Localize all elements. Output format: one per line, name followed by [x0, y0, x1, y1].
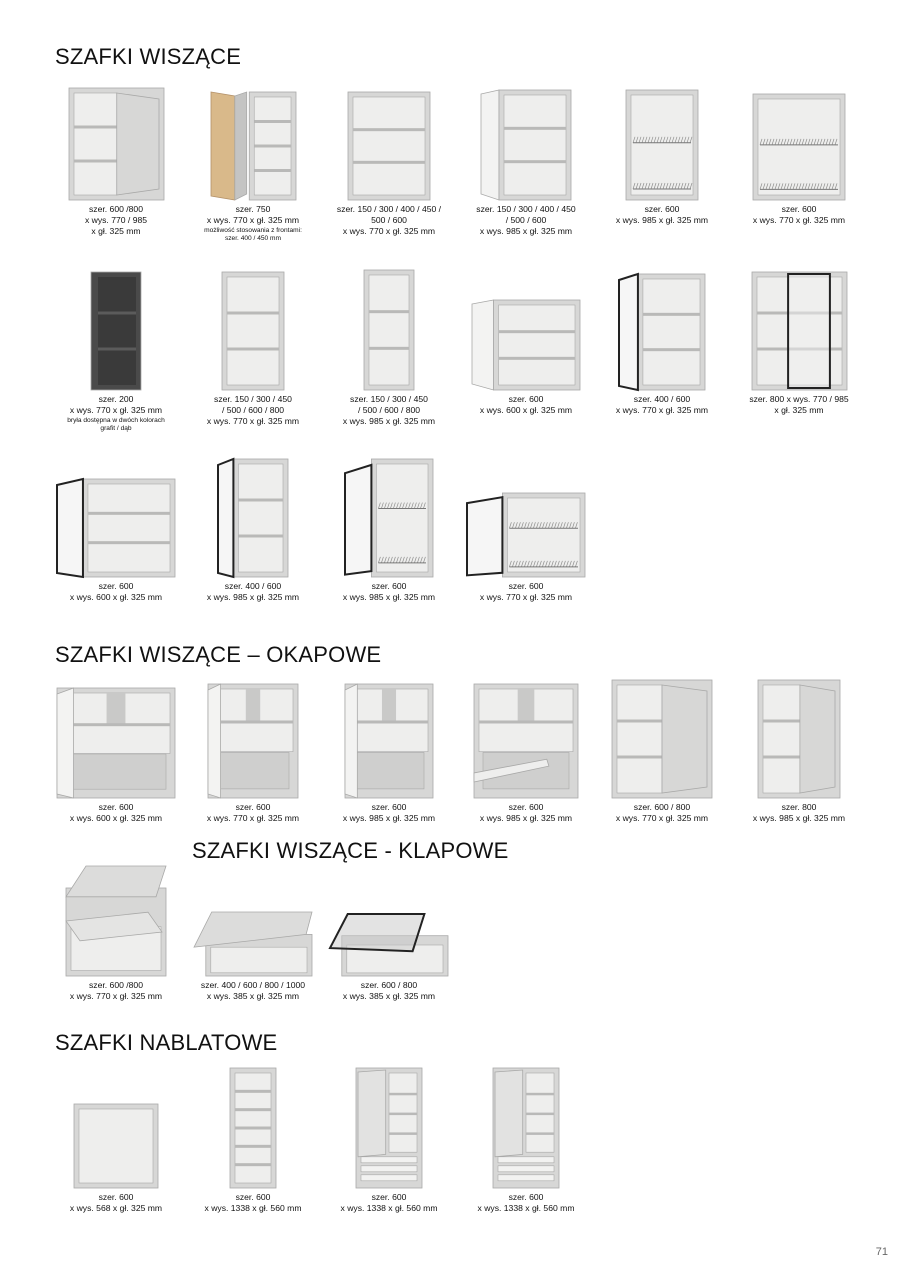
product-card: [458, 676, 594, 824]
product-note: możliwość stosowania z frontami: szer. 400 / 450 mm: [204, 227, 302, 242]
product-card: [185, 268, 321, 427]
open-shelf-cabinet-icon: [348, 92, 430, 200]
product-card: [731, 268, 867, 416]
corner-hood-cabinet-icon: [758, 680, 840, 798]
product-card: [48, 860, 184, 1002]
product-dimensions: szer. 600 x wys. 770 x gł. 325 mm: [206, 802, 300, 823]
hood-cabinet-icon: [345, 684, 433, 798]
countertop-drawer-unit-icon: [356, 1068, 422, 1188]
product-dimensions: szer. 600 /800 x wys. 770 / 985 x gł. 325 mm: [84, 204, 148, 236]
corner-hood-cabinet-icon: [612, 680, 712, 798]
product-dimensions: szer. 600 x wys. 1338 x gł. 560 mm: [204, 1192, 302, 1213]
product-dimensions: szer. 600 x wys. 985 x gł. 325 mm: [342, 802, 436, 823]
product-dimensions: szer. 150 / 300 / 400 / 450 / 500 / 600 x wys. 985 x gł. 325 mm: [476, 204, 576, 236]
hood-cabinet-icon: [208, 684, 298, 798]
product-card: [458, 268, 594, 416]
countertop-shelf-unit-icon: [230, 1068, 276, 1188]
product-card: [594, 268, 730, 416]
product-card: [48, 676, 184, 824]
product-dimensions: szer. 600 x wys. 770 x gł. 325 mm: [752, 204, 846, 225]
product-card: [185, 860, 321, 1002]
product-dimensions: szer. 150 / 300 / 400 / 450 / 500 / 600 x wys. 770 x gł. 325 mm: [336, 204, 442, 236]
product-dimensions: szer. 600 /800 x wys. 770 x gł. 325 mm: [69, 980, 163, 1001]
product-note: bryła dostępna w dwóch kolorach grafit / dąb: [67, 417, 165, 432]
product-dimensions: szer. 600 x wys. 985 x gł. 325 mm: [342, 581, 436, 602]
tall-open-shelf-unit-icon: [364, 270, 414, 390]
narrow-graphite-shelf-icon: [91, 272, 141, 390]
product-card: [458, 455, 594, 603]
product-card: [321, 1066, 457, 1214]
product-card: [321, 676, 457, 824]
product-card: [48, 1066, 184, 1214]
section-title-wiszace: SZAFKI WISZĄCE: [55, 44, 242, 69]
product-card: [321, 268, 457, 427]
dish-drainer-cabinet-icon: [753, 94, 845, 200]
hood-cabinet-flap-icon: [474, 684, 578, 798]
section-title-okapowe: SZAFKI WISZĄCE – OKAPOWE: [55, 642, 382, 667]
product-dimensions: szer. 400 / 600 x wys. 985 x gł. 325 mm: [206, 581, 300, 602]
glass-door-cabinet-icon: [57, 479, 175, 577]
open-shelf-unit-icon: [222, 272, 284, 390]
product-card: [731, 676, 867, 824]
product-card: [731, 80, 867, 226]
product-card: [321, 80, 457, 237]
product-card: [185, 455, 321, 603]
product-card: [185, 1066, 321, 1214]
product-card: [48, 268, 184, 433]
product-dimensions: szer. 600 x wys. 985 x gł. 325 mm: [615, 204, 709, 225]
corner-wall-cabinet-icon: [69, 88, 164, 200]
product-card: [594, 80, 730, 226]
product-dimensions: szer. 800 x wys. 985 x gł. 325 mm: [752, 802, 846, 823]
product-dimensions: szer. 600 x wys. 568 x gł. 325 mm: [69, 1192, 163, 1213]
product-dimensions: szer. 800 x wys. 770 / 985 x gł. 325 mm: [749, 394, 849, 415]
glass-door-dish-drainer-icon: [345, 459, 433, 577]
product-dimensions: szer. 750 x wys. 770 x gł. 325 mm: [206, 204, 300, 225]
glass-door-dish-drainer-icon: [467, 493, 585, 577]
countertop-open-box-icon: [74, 1104, 158, 1188]
glass-door-cabinet-icon: [619, 274, 705, 390]
product-dimensions: szer. 150 / 300 / 450 / 500 / 600 / 800 x wys. 985 x gł. 325 mm: [342, 394, 436, 426]
product-dimensions: szer. 600 x wys. 1338 x gł. 560 mm: [477, 1192, 575, 1213]
product-dimensions: szer. 600 x wys. 600 x gł. 325 mm: [69, 802, 163, 823]
product-dimensions: szer. 400 / 600 / 800 / 1000 x wys. 385 x gł. 325 mm: [200, 980, 306, 1001]
hood-cabinet-icon: [57, 688, 175, 798]
product-card: [458, 80, 594, 237]
product-card: [594, 676, 730, 824]
page-number: 71: [875, 1246, 888, 1258]
countertop-drawer-unit-icon: [493, 1068, 559, 1188]
corner-wall-cabinet-oak-icon: [211, 92, 296, 200]
open-door-shelf-cabinet-icon: [481, 90, 571, 200]
product-dimensions: szer. 600 x wys. 770 x gł. 325 mm: [479, 581, 573, 602]
wide-open-shelf-cabinet-icon: [472, 300, 580, 390]
product-dimensions: szer. 600 x wys. 985 x gł. 325 mm: [479, 802, 573, 823]
product-dimensions: szer. 600 / 800 x wys. 770 x gł. 325 mm: [615, 802, 709, 823]
product-card: [48, 80, 184, 237]
double-glass-door-cabinet-icon: [752, 272, 847, 390]
product-dimensions: szer. 600 x wys. 600 x gł. 325 mm: [479, 394, 573, 415]
tall-glass-door-cabinet-icon: [218, 459, 288, 577]
flap-cabinet-icon: [194, 912, 312, 976]
section-title-nablatowe: SZAFKI NABLATOWE: [55, 1030, 278, 1055]
product-card: [48, 455, 184, 603]
product-card: [321, 455, 457, 603]
product-dimensions: szer. 200 x wys. 770 x gł. 325 mm: [69, 394, 163, 415]
section-title-klapowe: SZAFKI WISZĄCE - KLAPOWE: [192, 838, 509, 863]
product-card: [458, 1066, 594, 1214]
product-card: [321, 860, 457, 1002]
product-dimensions: szer. 600 x wys. 600 x gł. 325 mm: [69, 581, 163, 602]
product-dimensions: szer. 400 / 600 x wys. 770 x gł. 325 mm: [615, 394, 709, 415]
glass-flap-cabinet-icon: [330, 914, 448, 976]
product-card: [185, 676, 321, 824]
dish-drainer-cabinet-icon: [626, 90, 698, 200]
product-dimensions: szer. 600 / 800 x wys. 385 x gł. 325 mm: [342, 980, 436, 1001]
product-card: [185, 80, 321, 243]
product-dimensions: szer. 150 / 300 / 450 / 500 / 600 / 800 x wys. 770 x gł. 325 mm: [206, 394, 300, 426]
double-flap-cabinet-icon: [66, 866, 166, 976]
product-dimensions: szer. 600 x wys. 1338 x gł. 560 mm: [340, 1192, 438, 1213]
